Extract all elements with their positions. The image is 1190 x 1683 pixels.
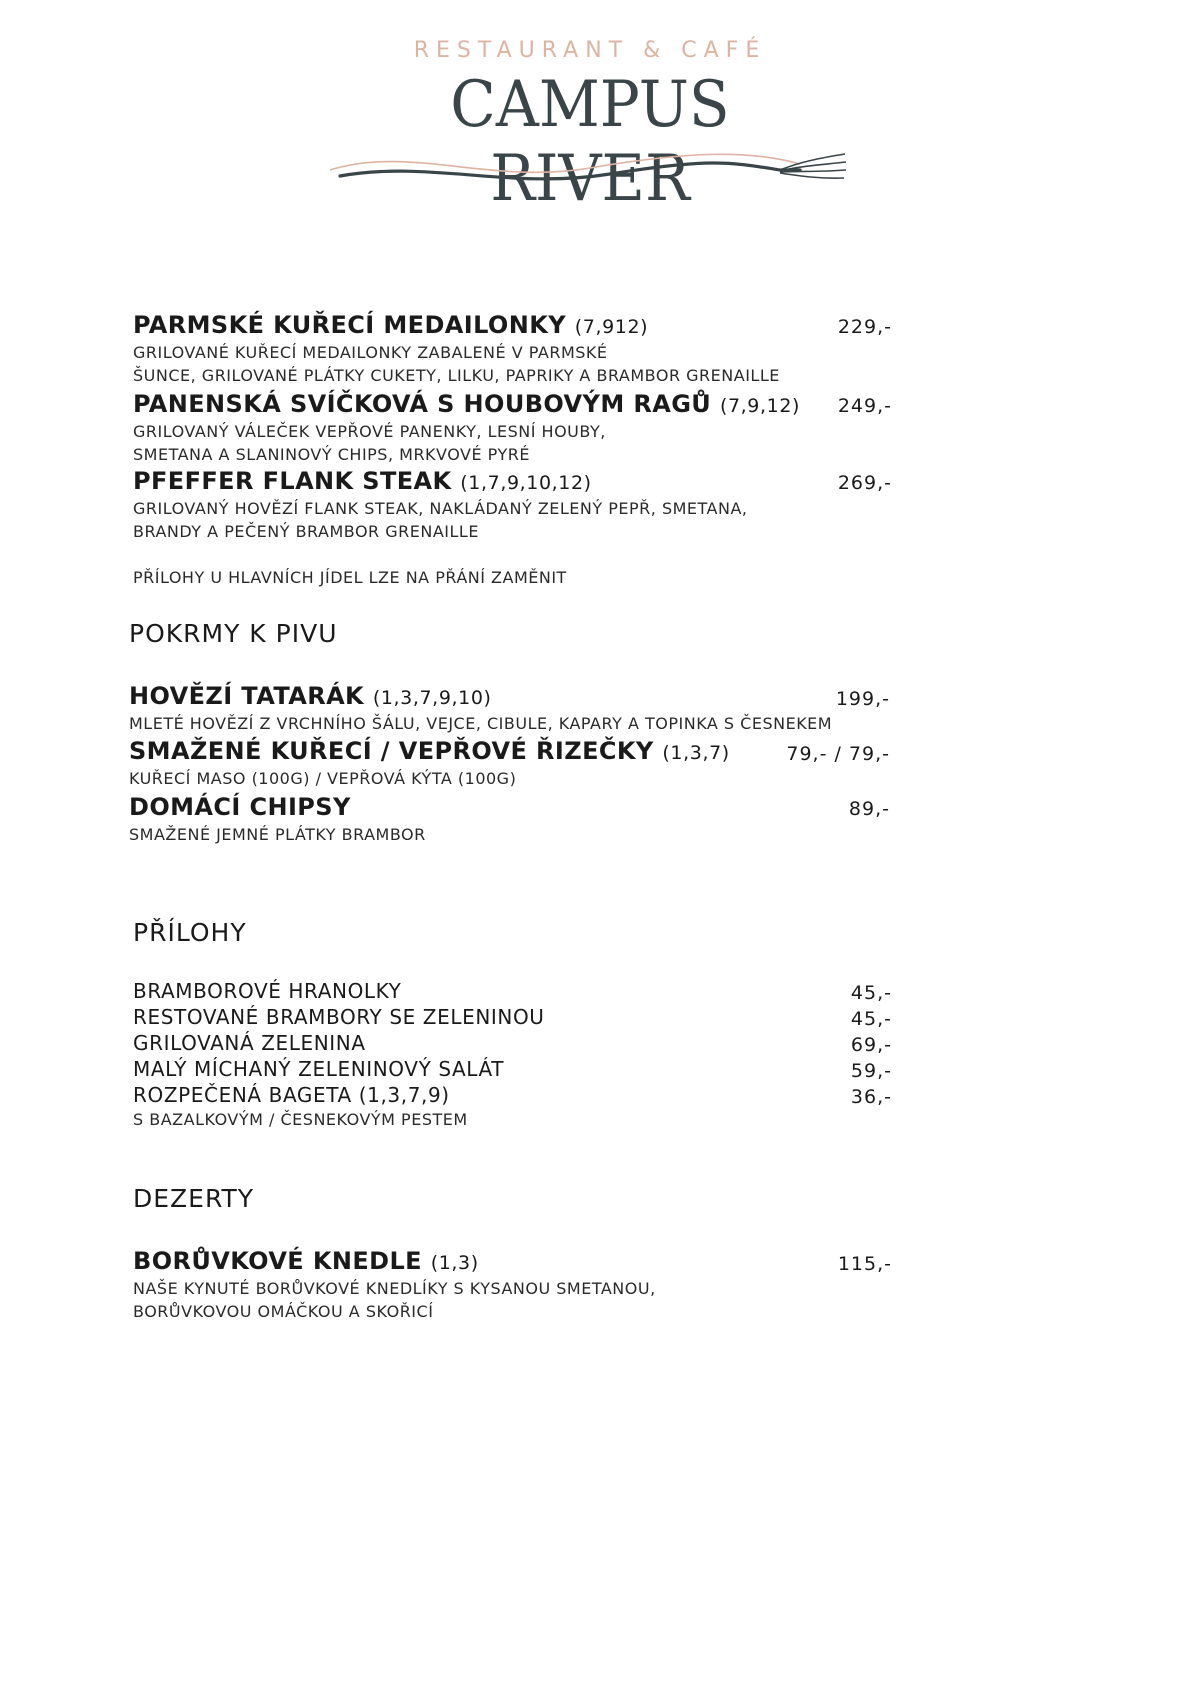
menu-item xyxy=(133,467,747,543)
logo-name: CAMPUS RIVER xyxy=(450,68,730,216)
dish-price: 249,- xyxy=(837,395,892,417)
menu-item xyxy=(129,793,426,846)
side-item-note: S BAZALKOVÝM / ČESNEKOVÝM PESTEM xyxy=(133,1110,468,1129)
dish-name: PARMSKÉ KUŘECÍ MEDAILONKY xyxy=(133,311,566,339)
dish-allergens: (7,912) xyxy=(574,316,649,338)
menu-item xyxy=(133,1247,656,1323)
dish-description: NAŠE KYNUTÉ BORŮVKOVÉ KNEDLÍKY S KYSANOU SMETANOU, xyxy=(133,1279,656,1298)
side-item-name: BRAMBOROVÉ HRANOLKY xyxy=(133,979,402,1003)
dish-price: 89,- xyxy=(848,798,890,820)
dish-title xyxy=(133,390,800,418)
dish-description: SMAŽENÉ JEMNÉ PLÁTKY BRAMBOR xyxy=(129,825,426,844)
dish-description: MLETÉ HOVĚZÍ Z VRCHNÍHO ŠÁLU, VEJCE, CIBULE, KAPARY A TOPINKA S ČESNEKEM xyxy=(129,714,833,733)
dish-allergens: (1,3) xyxy=(430,1252,479,1274)
menu-item xyxy=(133,311,780,387)
dish-price: 199,- xyxy=(835,688,890,710)
dish-price: 229,- xyxy=(837,316,892,338)
dish-title xyxy=(133,1247,656,1275)
side-item-price: 45,- xyxy=(850,982,892,1004)
section-title-desserts: DEZERTY xyxy=(133,1184,255,1213)
dish-title xyxy=(133,467,747,495)
menu-item xyxy=(129,737,730,790)
side-item-price: 36,- xyxy=(850,1086,892,1108)
dish-title xyxy=(133,311,780,339)
dish-allergens: (1,3,7,9,10) xyxy=(372,687,492,709)
dish-name: PFEFFER FLANK STEAK xyxy=(133,467,452,495)
dish-description: SMETANA A SLANINOVÝ CHIPS, MRKVOVÉ PYRÉ xyxy=(133,445,530,464)
side-item-price: 59,- xyxy=(850,1060,892,1082)
side-item-price: 45,- xyxy=(850,1008,892,1030)
dish-title xyxy=(129,793,426,821)
dish-description: GRILOVANÉ KUŘECÍ MEDAILONKY ZABALENÉ V PARMSKÉ xyxy=(133,343,608,362)
side-item-name: RESTOVANÉ BRAMBORY SE ZELENINOU xyxy=(133,1005,545,1029)
dish-name: SMAŽENÉ KUŘECÍ / VEPŘOVÉ ŘIZEČKY xyxy=(129,737,654,765)
dish-price: 79,- / 79,- xyxy=(786,743,890,765)
dish-price: 269,- xyxy=(837,472,892,494)
dish-allergens: (1,7,9,10,12) xyxy=(460,472,592,494)
dish-allergens: (1,3,7) xyxy=(662,742,730,764)
dish-name: BORŮVKOVÉ KNEDLE xyxy=(133,1247,422,1275)
section-title-beer-snacks: POKRMY K PIVU xyxy=(129,619,338,648)
dish-title xyxy=(129,737,730,765)
dish-description: GRILOVANÝ HOVĚZÍ FLANK STEAK, NAKLÁDANÝ ZELENÝ PEPŘ, SMETANA, xyxy=(133,499,748,518)
dish-title xyxy=(129,682,832,710)
menu-item xyxy=(129,682,832,735)
dish-description: ŠUNCE, GRILOVANÉ PLÁTKY CUKETY, LILKU, PAPRIKY A BRAMBOR GRENAILLE xyxy=(133,366,780,385)
menu-item xyxy=(133,390,800,466)
dish-name: DOMÁCÍ CHIPSY xyxy=(129,793,351,821)
section-title-sides: PŘÍLOHY xyxy=(133,918,247,947)
dish-description: GRILOVANÝ VÁLEČEK VEPŘOVÉ PANENKY, LESNÍ HOUBY, xyxy=(133,422,606,441)
dish-name: PANENSKÁ SVÍČKOVÁ S HOUBOVÝM RAGŮ xyxy=(133,390,712,418)
dish-description: BRANDY A PEČENÝ BRAMBOR GRENAILLE xyxy=(133,522,479,541)
dish-allergens: (7,9,12) xyxy=(719,395,801,417)
dish-description: BORŮVKOVOU OMÁČKOU A SKOŘICÍ xyxy=(133,1302,434,1321)
dish-description: KUŘECÍ MASO (100G) / VEPŘOVÁ KÝTA (100G) xyxy=(129,769,517,788)
side-item-price: 69,- xyxy=(850,1034,892,1056)
restaurant-logo xyxy=(330,38,850,216)
sides-exchange-note: PŘÍLOHY U HLAVNÍCH JÍDEL LZE NA PŘÁNÍ ZAMĚNIT xyxy=(133,568,567,587)
dish-name: HOVĚZÍ TATARÁK xyxy=(129,682,365,710)
side-item-name: ROZPEČENÁ BAGETA (1,3,7,9) xyxy=(133,1083,450,1107)
fork-wave-icon xyxy=(330,140,850,200)
side-item-name: GRILOVANÁ ZELENINA xyxy=(133,1031,366,1055)
logo-tagline: RESTAURANT & CAFÉ xyxy=(413,38,767,63)
side-item-name: MALÝ MÍCHANÝ ZELENINOVÝ SALÁT xyxy=(133,1057,505,1081)
dish-price: 115,- xyxy=(837,1253,892,1275)
